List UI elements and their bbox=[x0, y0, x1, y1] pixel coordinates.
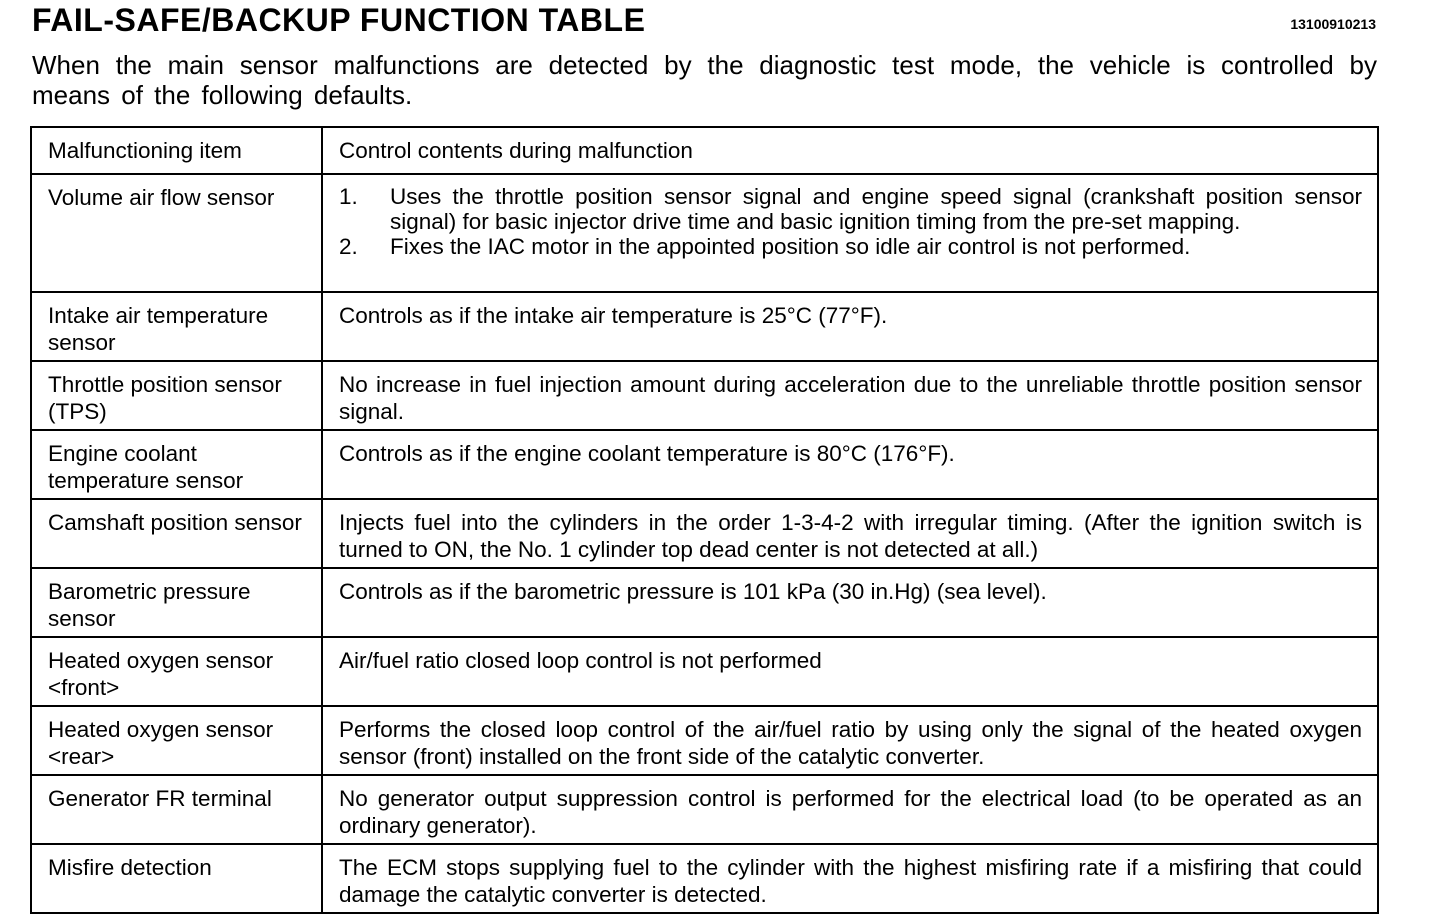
table-header-row bbox=[31, 127, 1378, 174]
row-control-cell: Controls as if the barometric pressure is 101 kPa (30 in.Hg) (sea level). bbox=[322, 568, 1378, 637]
fail-safe-table bbox=[30, 126, 1379, 914]
control-steps-list bbox=[339, 184, 1362, 259]
row-control-cell bbox=[322, 174, 1378, 292]
step-number: 1. bbox=[339, 184, 358, 209]
table-row bbox=[31, 706, 1378, 775]
table-row bbox=[31, 844, 1378, 913]
row-control-cell: Air/fuel ratio closed loop control is not performed bbox=[322, 637, 1378, 706]
table-row bbox=[31, 637, 1378, 706]
table-row bbox=[31, 430, 1378, 499]
row-control-cell: No increase in fuel injection amount during acceleration due to the unreliable throttle position sensor signal. bbox=[322, 361, 1378, 430]
table-row bbox=[31, 292, 1378, 361]
row-control-cell: No generator output suppression control is performed for the electrical load (to be operated as an ordinary generator). bbox=[322, 775, 1378, 844]
row-item-cell: Barometric pressure sensor bbox=[31, 568, 322, 637]
row-item-cell: Generator FR terminal bbox=[31, 775, 322, 844]
row-item-cell: Misfire detection bbox=[31, 844, 322, 913]
row-item-cell: Throttle position sensor (TPS) bbox=[31, 361, 322, 430]
intro-paragraph: When the main sensor malfunctions are detected by the diagnostic test mode, the vehicle is controlled by means of the following defaults. bbox=[32, 50, 1377, 110]
row-item-cell: Heated oxygen sensor <rear> bbox=[31, 706, 322, 775]
row-item-cell: Heated oxygen sensor <front> bbox=[31, 637, 322, 706]
table-row bbox=[31, 361, 1378, 430]
header-control-contents: Control contents during malfunction bbox=[322, 127, 1378, 174]
document-code: 13100910213 bbox=[1290, 16, 1376, 32]
table-row bbox=[31, 499, 1378, 568]
control-step bbox=[339, 234, 1362, 259]
step-text: Uses the throttle position sensor signal and engine speed signal (crankshaft position sensor signal) for basic injector drive time and basic ignition timing from the pre-set mapping. bbox=[390, 184, 1362, 234]
row-control-cell: The ECM stops supplying fuel to the cylinder with the highest misfiring rate if a misfiring that could damage the catalytic converter is detected. bbox=[322, 844, 1378, 913]
row-item-cell: Intake air temperature sensor bbox=[31, 292, 322, 361]
page-title: FAIL-SAFE/BACKUP FUNCTION TABLE bbox=[32, 2, 646, 38]
control-step bbox=[339, 184, 1362, 234]
table-row bbox=[31, 174, 1378, 292]
table-row bbox=[31, 775, 1378, 844]
row-control-cell: Controls as if the engine coolant temperature is 80°C (176°F). bbox=[322, 430, 1378, 499]
row-control-cell: Performs the closed loop control of the air/fuel ratio by using only the signal of the heated oxygen sensor (front) installed on the front side of the catalytic converter. bbox=[322, 706, 1378, 775]
step-number: 2. bbox=[339, 234, 358, 259]
header-malfunctioning-item: Malfunctioning item bbox=[31, 127, 322, 174]
row-control-cell: Controls as if the intake air temperature is 25°C (77°F). bbox=[322, 292, 1378, 361]
row-item-cell: Volume air flow sensor bbox=[31, 174, 322, 292]
row-control-cell: Injects fuel into the cylinders in the order 1-3-4-2 with irregular timing. (After the ignition switch is turned to ON, the No. 1 cylinder top dead center is not detected at all.) bbox=[322, 499, 1378, 568]
table-row bbox=[31, 568, 1378, 637]
row-item-cell: Engine coolant temperature sensor bbox=[31, 430, 322, 499]
step-text: Fixes the IAC motor in the appointed position so idle air control is not performed. bbox=[390, 234, 1191, 259]
row-item-cell: Camshaft position sensor bbox=[31, 499, 322, 568]
